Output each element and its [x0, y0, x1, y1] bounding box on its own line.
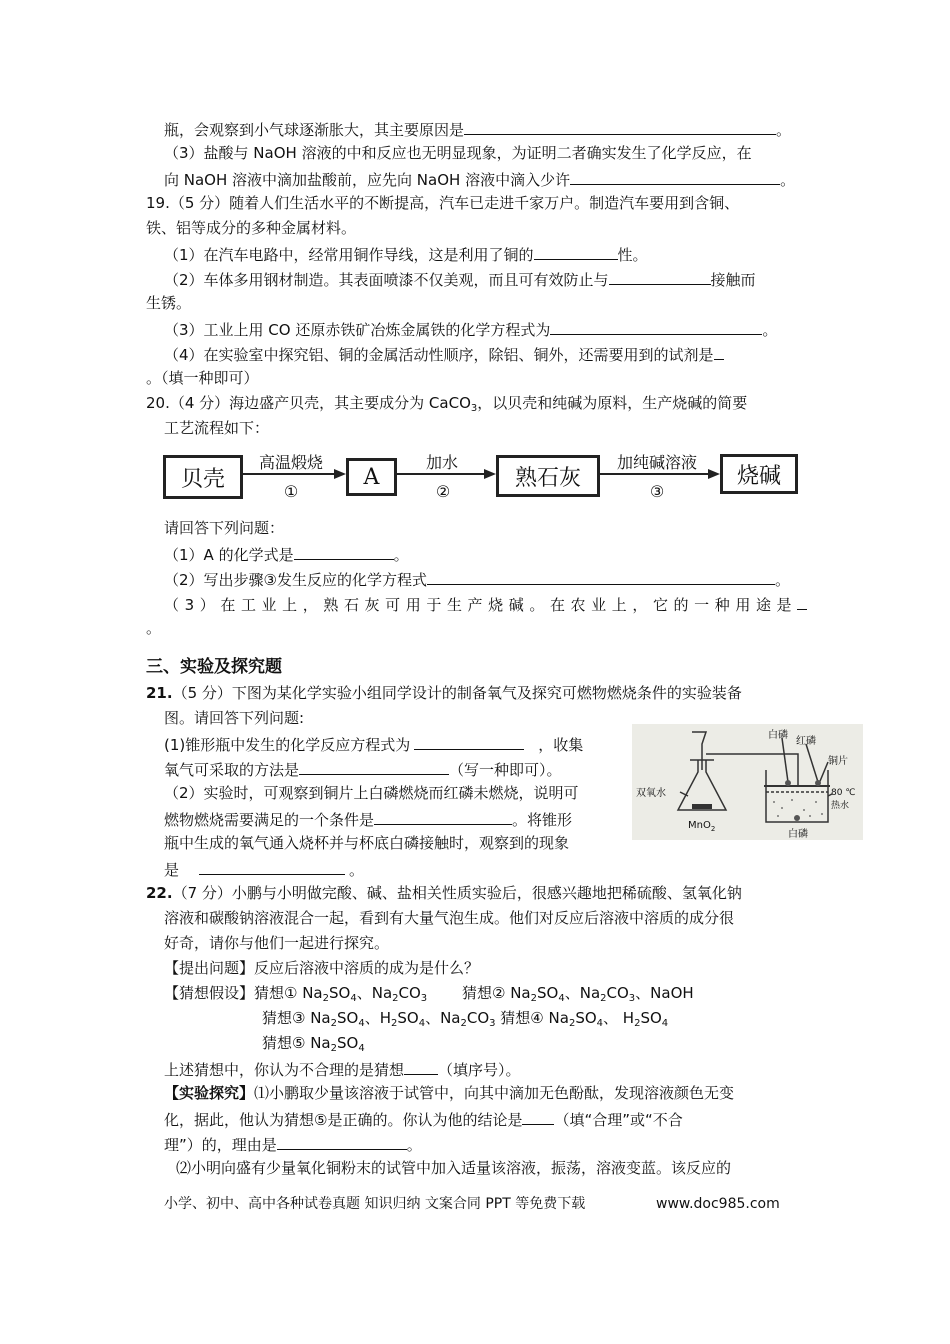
text: （4）在实验室中探究铝、铜的金属活动性顺序，除铝、铜外，还需要用到的试剂是 [164, 346, 714, 364]
subscript: 4 [558, 993, 565, 1004]
subscript: 3 [628, 993, 636, 1004]
label-red-phosphorus: 红磷 [796, 736, 816, 747]
subscript: 4 [350, 993, 357, 1004]
text: 。 [349, 861, 365, 879]
text: ，以贝壳和纯碱为原料，生产烧碱的简要 [477, 394, 748, 412]
question-19-line: 19.（5 分）随着人们生活水平的不断提高，汽车已走进千家万户。制造汽车要用到含铜、 [146, 194, 740, 212]
subscript: 2 [330, 1018, 338, 1029]
text: 20.（4 分）海边盛产贝壳，其主要成分为 CaCO [146, 394, 471, 412]
subscript: 3 [420, 993, 428, 1004]
text: 瓶，会观察到小气球逐渐胀大，其主要原因是 [164, 121, 465, 139]
text: 。 [393, 546, 409, 564]
blank[interactable] [797, 593, 807, 610]
question-22-line [146, 883, 742, 903]
hypothesis-2 [462, 983, 694, 1003]
text: （填序号）。 [438, 1061, 521, 1079]
text-line: 图。请回答下列问题: [164, 709, 305, 727]
text: 。 [780, 171, 796, 189]
text: 。 [406, 1136, 422, 1154]
text-line [164, 568, 790, 590]
bracket-heading: 【实验探究】 [164, 1084, 255, 1102]
text: ⑴小鹏取少量该溶液于试管中，向其中滴加无色酚酞，发现溶液颜色无变 [254, 1084, 735, 1102]
step-1-marker: ① [283, 482, 299, 501]
flow-box-a: A [346, 458, 397, 496]
text: （1）A 的化学式是 [164, 546, 294, 564]
text: SO [537, 984, 559, 1002]
subscript: 2 [530, 993, 538, 1004]
flow-label-water: 加水 [425, 453, 458, 472]
text: （填“合理”或“不合 [554, 1111, 683, 1129]
text: （2）车体多用钢材制造。其表面喷漆不仅美观，而且可有效防止与 [164, 271, 609, 289]
text-line [164, 858, 364, 880]
text: (1)锥形瓶中发生的化学反应方程式为 [164, 736, 411, 754]
apparatus-figure [632, 724, 863, 840]
text: SO [337, 1009, 359, 1027]
text-line [164, 1058, 521, 1080]
flow-arrows [0, 0, 950, 520]
question-number: 21. [146, 684, 173, 702]
text: 猜想② Na [462, 984, 531, 1002]
label-white-phosphorus-top: 白磷 [768, 730, 788, 741]
text: 化，据此，他认为猜想⑤是正确的。你认为他的结论是 [164, 1111, 523, 1129]
text: 。 [776, 121, 792, 139]
text: （1）在汽车电路中，经常用铜作导线，这是利用了铜的 [164, 246, 534, 264]
text-line [164, 593, 810, 615]
text: 性。 [617, 246, 648, 264]
text-line: 铁、铝等成分的多种金属材料。 [146, 219, 357, 237]
text: 猜想④ Na [495, 1009, 569, 1027]
step-2-marker: ② [435, 482, 451, 501]
blank[interactable] [199, 858, 345, 875]
text-line [164, 1083, 734, 1103]
text-line: （3）盐酸与 NaOH 溶液的中和反应也无明显现象，为证明二者确实发生了化学反应，在 [164, 144, 752, 162]
text-line: 好奇，请你与他们一起进行探究。 [164, 934, 390, 952]
text: MnO [688, 820, 711, 831]
text: 接触而 [710, 271, 756, 289]
label-white-phosphorus-bottom: 白磷 [788, 829, 808, 840]
text: 向 NaOH 溶液中滴加盐酸前，应先向 NaOH 溶液中滴入少许 [164, 171, 571, 189]
question-number: 22. [146, 884, 173, 902]
text: SO [397, 1009, 419, 1027]
text: CO [606, 984, 629, 1002]
text-line: ⑵小明向盛有少量氧化铜粉末的试管中加入适量该溶液，振荡，溶液变蓝。该反应的 [176, 1159, 732, 1177]
apparatus-drawing [632, 724, 863, 840]
text: ，收集 [538, 736, 584, 754]
text: 。将锥形 [512, 811, 573, 829]
text: 猜想⑤ Na [262, 1034, 331, 1052]
text: 、Na [564, 984, 601, 1002]
blank[interactable] [277, 1133, 407, 1150]
text: （7 分）小鹏与小明做完酸、碱、盐相关性质实验后，很感兴趣地把稀硫酸、氢氧化钠 [172, 884, 742, 902]
subscript: 2 [391, 1018, 398, 1029]
flow-label-soda: 加纯碱溶液 [616, 453, 697, 472]
text: 氧气可采取的方法是 [164, 761, 300, 779]
subscript: 4 [358, 1018, 365, 1029]
text-line [164, 758, 562, 780]
label-hot-water: 80 ℃热水 [831, 788, 856, 811]
text: （写一种即可）。 [449, 761, 562, 779]
text: 、 H [603, 1009, 635, 1027]
blank[interactable] [294, 543, 394, 560]
footer-text: 小学、初中、高中各种试卷真题 知识归纳 文案合同 PPT 等免费下载 [164, 1196, 586, 1212]
text: 、Na [425, 1009, 461, 1027]
text: （2）写出步骤③发生反应的化学方程式 [164, 571, 427, 589]
text-line: 。 [146, 619, 162, 637]
footer-url-link[interactable]: www.doc985.com [656, 1196, 780, 1212]
label-hydrogen-peroxide: 双氧水 [636, 788, 666, 799]
text: SO [640, 1009, 662, 1027]
text-line [164, 733, 583, 755]
subscript: 2 [330, 1043, 338, 1054]
text: 猜想③ Na [262, 1009, 331, 1027]
subscript: 2 [634, 1018, 641, 1029]
hypothesis-line-3 [262, 1033, 365, 1053]
section-heading: 三、实验及探究题 [146, 657, 282, 677]
text: （5 分）下图为某化学实验小组同学设计的制备氧气及探究可燃物燃烧条件的实验装备 [172, 684, 742, 702]
subscript: 2 [392, 993, 399, 1004]
text-line [164, 543, 409, 565]
blank[interactable] [374, 808, 512, 825]
text-line: （2）实验时，可观察到铜片上白磷燃烧而红磷未燃烧，说明可 [164, 784, 579, 802]
text: CO [398, 984, 421, 1002]
text: 燃物燃烧需要满足的一个条件是 [164, 811, 375, 829]
flow-box-shell: 贝壳 [163, 455, 243, 499]
subscript: 2 [710, 825, 716, 833]
text: 、H [364, 1009, 391, 1027]
text-line: 【提出问题】反应后溶液中溶质的成为是什么？ [164, 959, 480, 977]
subscript: 2 [600, 993, 607, 1004]
text-line: 瓶中生成的氧气通入烧杯并与杯底白磷接触时，观察到的现象 [164, 834, 570, 852]
text: SO [575, 1009, 597, 1027]
text: 。 [775, 571, 791, 589]
text: SO [337, 1034, 359, 1052]
blank[interactable] [414, 733, 524, 750]
text: 理”）的，理由是 [164, 1136, 277, 1154]
subscript: 2 [322, 993, 330, 1004]
text-line: 生锈。 [146, 294, 192, 312]
text-line: 请回答下列问题： [164, 519, 285, 537]
label-mno2 [688, 820, 715, 831]
step-3-marker: ③ [649, 482, 665, 501]
flow-box-slaked-lime: 熟石灰 [496, 455, 600, 497]
text: （3）工业上用 CO 还原赤铁矿冶炼金属铁的化学方程式为 [164, 321, 551, 339]
blank[interactable] [404, 1058, 438, 1075]
hypothesis-line-2 [262, 1008, 668, 1028]
label-copper-plate: 铜片 [828, 756, 848, 767]
text-line: 溶液和碳酸钠溶液混合一起，看到有大量气泡生成。他们对反应后溶液中溶质的成分很 [164, 909, 735, 927]
text: 。 [762, 321, 778, 339]
text: （3）在工业上，熟石灰可用于生产烧碱。在农业上，它的一种用途是 [164, 596, 798, 614]
subscript: 2 [568, 1018, 576, 1029]
text-line [164, 808, 572, 830]
subscript: 3 [489, 1018, 496, 1029]
text: SO [329, 984, 351, 1002]
subscript: 2 [460, 1018, 467, 1029]
hypothesis-line-1 [164, 983, 427, 1003]
subscript: 3 [470, 403, 478, 414]
flow-label-calcine: 高温煅烧 [258, 453, 323, 472]
blank[interactable] [427, 568, 775, 585]
question-21-line [146, 683, 742, 703]
text: 上述猜想中，你认为不合理的是猜想 [164, 1061, 405, 1079]
subscript: 4 [418, 1018, 426, 1029]
text-line: 。（填一种即可） [146, 369, 259, 387]
text: 、NaOH [635, 984, 694, 1002]
subscript: 4 [358, 1043, 365, 1054]
blank[interactable] [299, 758, 449, 775]
subscript: 4 [596, 1018, 604, 1029]
flow-box-caustic-soda: 烧碱 [720, 454, 798, 494]
text-line: 工艺流程如下： [164, 419, 270, 437]
text: 、Na [356, 984, 393, 1002]
text: CO [466, 1009, 490, 1027]
subscript: 4 [661, 1018, 669, 1029]
text: 是 [164, 861, 180, 879]
text: 【猜想假设】猜想① Na [164, 984, 323, 1002]
text-line [164, 1108, 683, 1130]
blank[interactable] [522, 1108, 554, 1125]
text-line [164, 1133, 422, 1155]
